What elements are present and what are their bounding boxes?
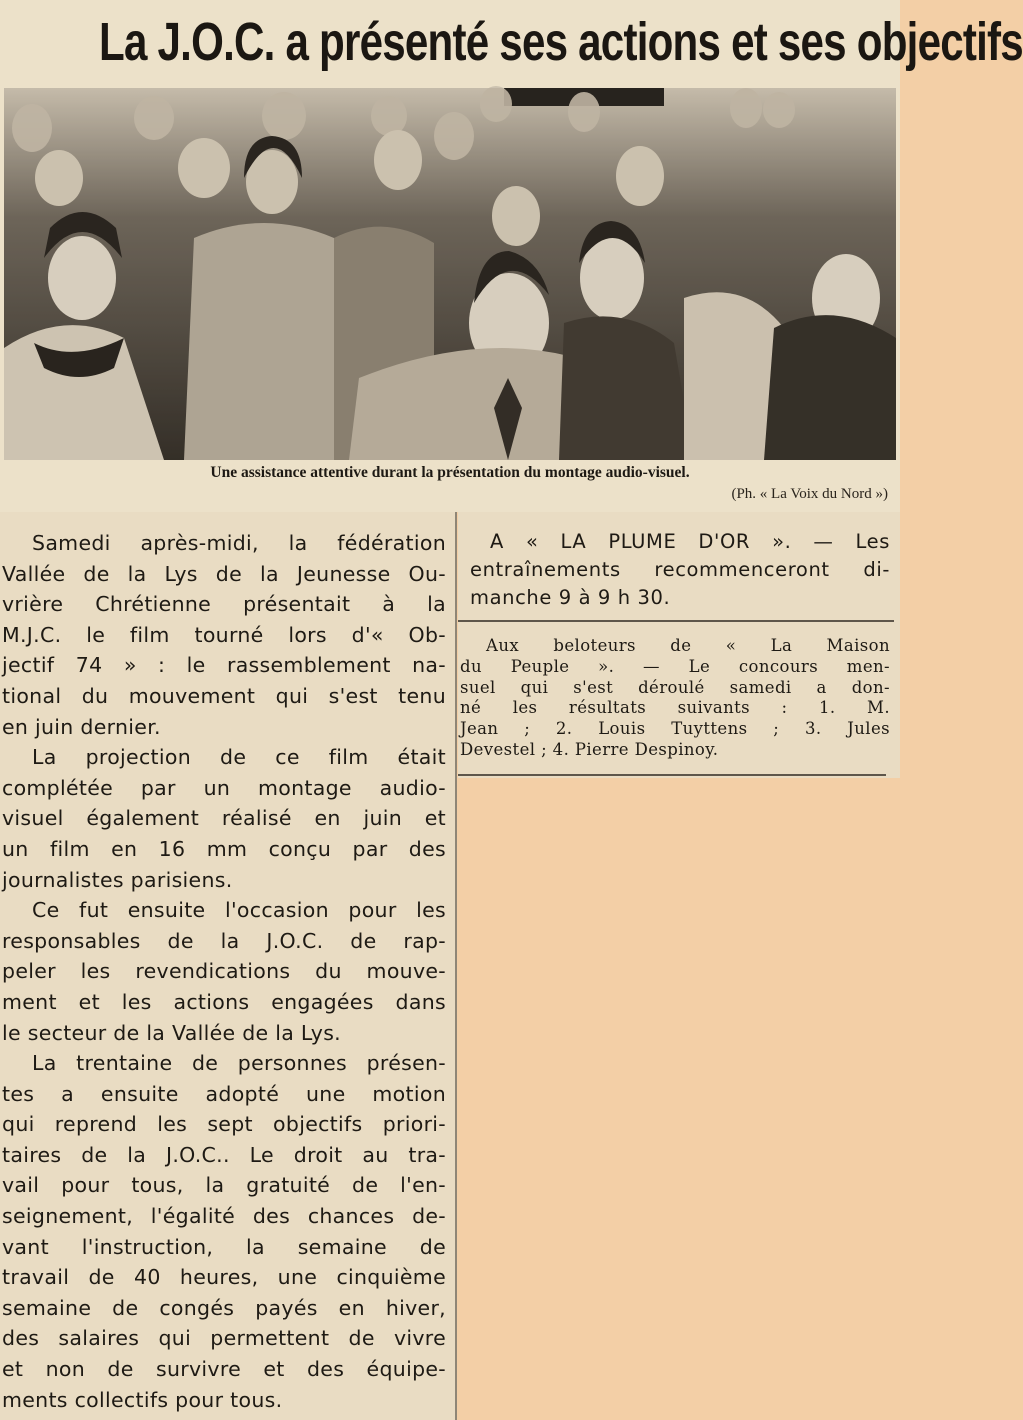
article-line: et non de survivre et des équipe-	[2, 1357, 446, 1382]
article-line: ment et les actions engagées dans	[2, 989, 446, 1014]
belote-line: suel qui s'est déroulé samedi a don-	[460, 677, 890, 697]
belote-notice	[460, 636, 890, 761]
article-line: travail de 40 heures, une cinquième	[2, 1265, 446, 1290]
article-line: La trentaine de personnes présen-	[32, 1051, 446, 1076]
article-line: visuel également réalisé en juin et	[2, 806, 446, 831]
article-line: complétée par un montage audio-	[2, 775, 446, 800]
plume-line: entraînements recommenceront di-	[470, 558, 890, 581]
article-line: peler les revendications du mouve-	[2, 959, 446, 984]
article-line: ments collectifs pour tous.	[2, 1387, 283, 1412]
article-line: qui reprend les sept objectifs priori-	[2, 1112, 446, 1137]
article-line: seignement, l'égalité des chances de-	[2, 1204, 446, 1229]
article-line: taires de la J.O.C.. Le droit au tra-	[2, 1142, 446, 1167]
headline: La J.O.C. a présenté ses actions et ses objectifs	[99, 12, 1023, 72]
article-line: semaine de congés payés en hiver,	[2, 1295, 446, 1320]
article-body	[2, 528, 446, 1415]
belote-line: Aux beloteurs de « La Maison	[486, 636, 890, 655]
article-line: vail pour tous, la gratuité de l'en-	[2, 1173, 446, 1198]
divider-rule	[458, 774, 886, 776]
plume-dor-notice	[470, 528, 890, 612]
belote-line: Jean ; 2. Louis Tuyttens ; 3. Jules	[460, 719, 890, 739]
plume-line: manche 9 à 9 h 30.	[470, 586, 671, 609]
article-line: des salaires qui permettent de vivre	[2, 1326, 446, 1351]
article-line: M.J.C. le film tourné lors d'« Ob-	[2, 622, 446, 647]
article-line: Samedi après-midi, la fédération	[32, 531, 446, 555]
article-line: journalistes parisiens.	[2, 867, 233, 892]
audience-photo-icon	[4, 88, 896, 460]
plume-line: A « LA PLUME D'OR ». — Les	[490, 530, 890, 553]
article-line: responsables de la J.O.C. de rap-	[2, 928, 446, 953]
article-line: tional du mouvement qui s'est tenu	[2, 683, 446, 708]
photo-caption: Une assistance attentive durant la présentation du montage audio-visuel.	[210, 464, 690, 481]
article-line: tes a ensuite adopté une motion	[2, 1081, 446, 1106]
article-line: Ce fut ensuite l'occasion pour les	[32, 898, 446, 923]
article-line: en juin dernier.	[2, 714, 161, 739]
belote-line: du Peuple ». — Le concours men-	[460, 656, 890, 676]
article-line: jectif 74 » : le rassemblement na-	[2, 653, 446, 678]
belote-line: Devestel ; 4. Pierre Despinoy.	[460, 739, 719, 759]
belote-line: né les résultats suivants : 1. M.	[460, 698, 890, 718]
article-line: vant l'instruction, la semaine de	[2, 1234, 446, 1259]
article-column	[0, 512, 457, 1420]
article-line: vrière Chrétienne présentait à la	[2, 592, 446, 617]
article-line: Vallée de la Lys de la Jeunesse Ou-	[2, 561, 446, 586]
photo-credit: (Ph. « La Voix du Nord »)	[731, 486, 888, 502]
article-line: le secteur de la Vallée de la Lys.	[2, 1020, 342, 1045]
divider-rule	[458, 620, 894, 622]
article-line: La projection de ce film était	[32, 745, 446, 770]
audience-photo	[4, 88, 896, 460]
article-line: un film en 16 mm conçu par des	[2, 836, 446, 861]
